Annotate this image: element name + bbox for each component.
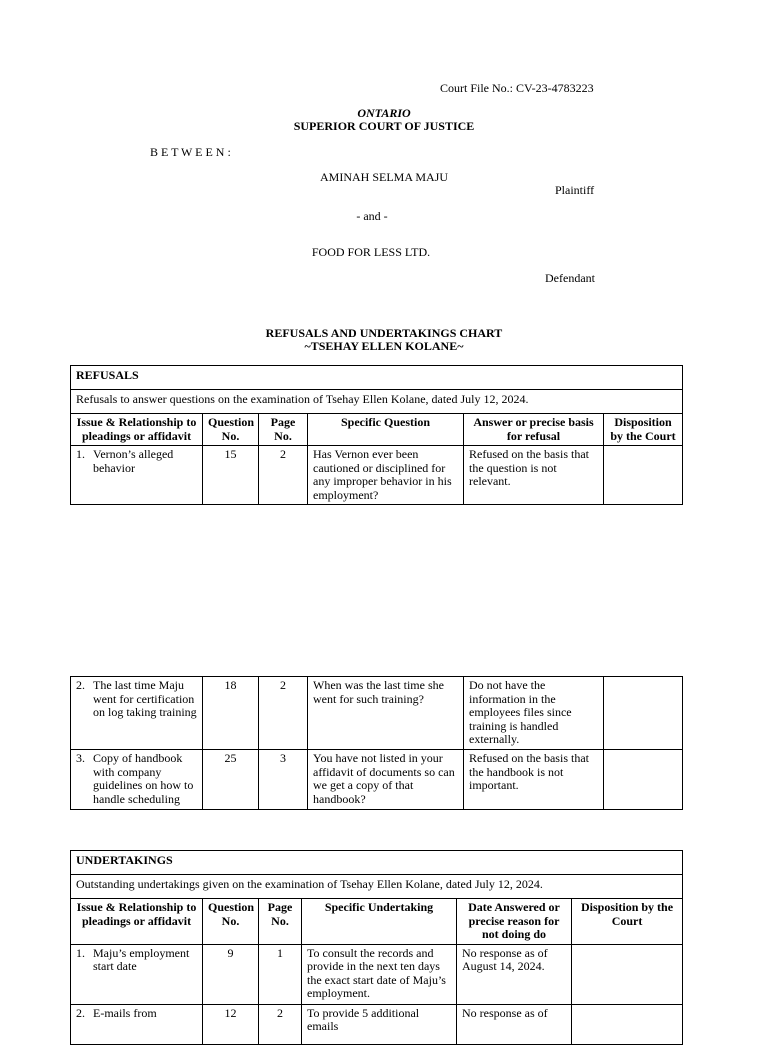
- column-header: Answer or precise basis for refusal: [464, 414, 604, 446]
- question-no-cell: 9: [203, 944, 259, 1004]
- plaintiff-label: Plaintiff: [555, 183, 595, 197]
- page-no-cell: 2: [259, 677, 308, 750]
- disposition-cell: [572, 944, 683, 1004]
- issue-cell: Copy of handbook with company guidelines on how to handle scheduling: [93, 751, 194, 806]
- table-row: [71, 1004, 683, 1044]
- undertaking-cell: To provide 5 additional emails: [302, 1004, 457, 1044]
- question-cell: You have not listed in your affidavit of documents so can we get a copy of that handbook?: [308, 750, 464, 810]
- disposition-cell: [604, 750, 683, 810]
- court-heading: SUPERIOR COURT OF JUSTICE: [293, 119, 475, 133]
- table-row: [71, 944, 683, 1004]
- disposition-cell: [604, 677, 683, 750]
- province-heading: ONTARIO: [357, 106, 411, 120]
- witness-name: ~TSEHAY ELLEN KOLANE~: [304, 339, 464, 353]
- disposition-cell: [604, 446, 683, 505]
- page-no-cell: 2: [259, 1004, 302, 1044]
- between-label: B E T W E E N :: [150, 145, 231, 159]
- refusals-description: Refusals to answer questions on the examination of Tsehay Ellen Kolane, dated July 12, 2024.: [71, 390, 683, 414]
- issue-cell: Vernon’s alleged behavior: [93, 447, 174, 475]
- row-number: 2.: [76, 678, 85, 692]
- page-no-cell: 1: [259, 944, 302, 1004]
- refusals-header-row: [71, 414, 683, 446]
- page-no-cell: 2: [259, 446, 308, 505]
- refusals-table-continued: [70, 676, 683, 810]
- column-header: Page No.: [259, 414, 308, 446]
- issue-cell: The last time Maju went for certification on log taking training: [93, 678, 197, 719]
- column-header: Question No.: [203, 414, 259, 446]
- defendant-label: Defendant: [545, 271, 595, 285]
- undertakings-title: UNDERTAKINGS: [71, 851, 683, 875]
- undertakings-table: [70, 850, 683, 1045]
- question-no-cell: 15: [203, 446, 259, 505]
- undertaking-cell: To consult the records and provide in the next ten days the exact start date of Maju’s employment.: [302, 944, 457, 1004]
- undertakings-description: Outstanding undertakings given on the examination of Tsehay Ellen Kolane, dated July 12, 2024.: [71, 875, 683, 899]
- column-header: Date Answered or precise reason for not doing do: [457, 899, 572, 945]
- question-cell: When was the last time she went for such training?: [308, 677, 464, 750]
- column-header: Issue & Relationship to pleadings or affidavit: [71, 414, 203, 446]
- and-separator: - and -: [356, 209, 388, 223]
- row-number: 1.: [76, 945, 85, 960]
- page-no-cell: 3: [259, 750, 308, 810]
- question-no-cell: 12: [203, 1004, 259, 1044]
- table-row: [71, 677, 683, 750]
- column-header: Question No.: [203, 899, 259, 945]
- question-cell: Has Vernon ever been cautioned or disciplined for any improper behavior in his employment?: [308, 446, 464, 505]
- issue-cell: Maju’s employment start date: [93, 945, 190, 973]
- table-row: [71, 446, 683, 505]
- row-number: 2.: [76, 1005, 85, 1020]
- table-row: [71, 750, 683, 810]
- column-header: Issue & Relationship to pleadings or affidavit: [71, 899, 203, 945]
- plaintiff-name: AMINAH SELMA MAJU: [319, 170, 448, 184]
- answer-cell: No response as of: [457, 1004, 572, 1044]
- issue-cell: E-mails from: [93, 1005, 157, 1020]
- disposition-cell: [572, 1004, 683, 1044]
- row-number: 1.: [76, 447, 85, 461]
- answer-cell: Refused on the basis that the handbook is not important.: [464, 750, 604, 810]
- refusals-table: [70, 365, 683, 505]
- defendant-name: FOOD FOR LESS LTD.: [311, 245, 431, 259]
- chart-title: REFUSALS AND UNDERTAKINGS CHART: [265, 326, 503, 340]
- answer-cell: Do not have the information in the employees files since training is handled externally.: [464, 677, 604, 750]
- column-header: Disposition by the Court: [572, 899, 683, 945]
- row-number: 3.: [76, 751, 85, 765]
- court-file-number: Court File No.: CV-23-4783223: [440, 81, 594, 95]
- undertakings-header-row: [71, 899, 683, 945]
- column-header: Disposition by the Court: [604, 414, 683, 446]
- answer-cell: Refused on the basis that the question is not relevant.: [464, 446, 604, 505]
- question-no-cell: 18: [203, 677, 259, 750]
- column-header: Specific Undertaking: [302, 899, 457, 945]
- column-header: Page No.: [259, 899, 302, 945]
- answer-cell: No response as of August 14, 2024.: [457, 944, 572, 1004]
- column-header: Specific Question: [308, 414, 464, 446]
- refusals-title: REFUSALS: [71, 366, 683, 390]
- question-no-cell: 25: [203, 750, 259, 810]
